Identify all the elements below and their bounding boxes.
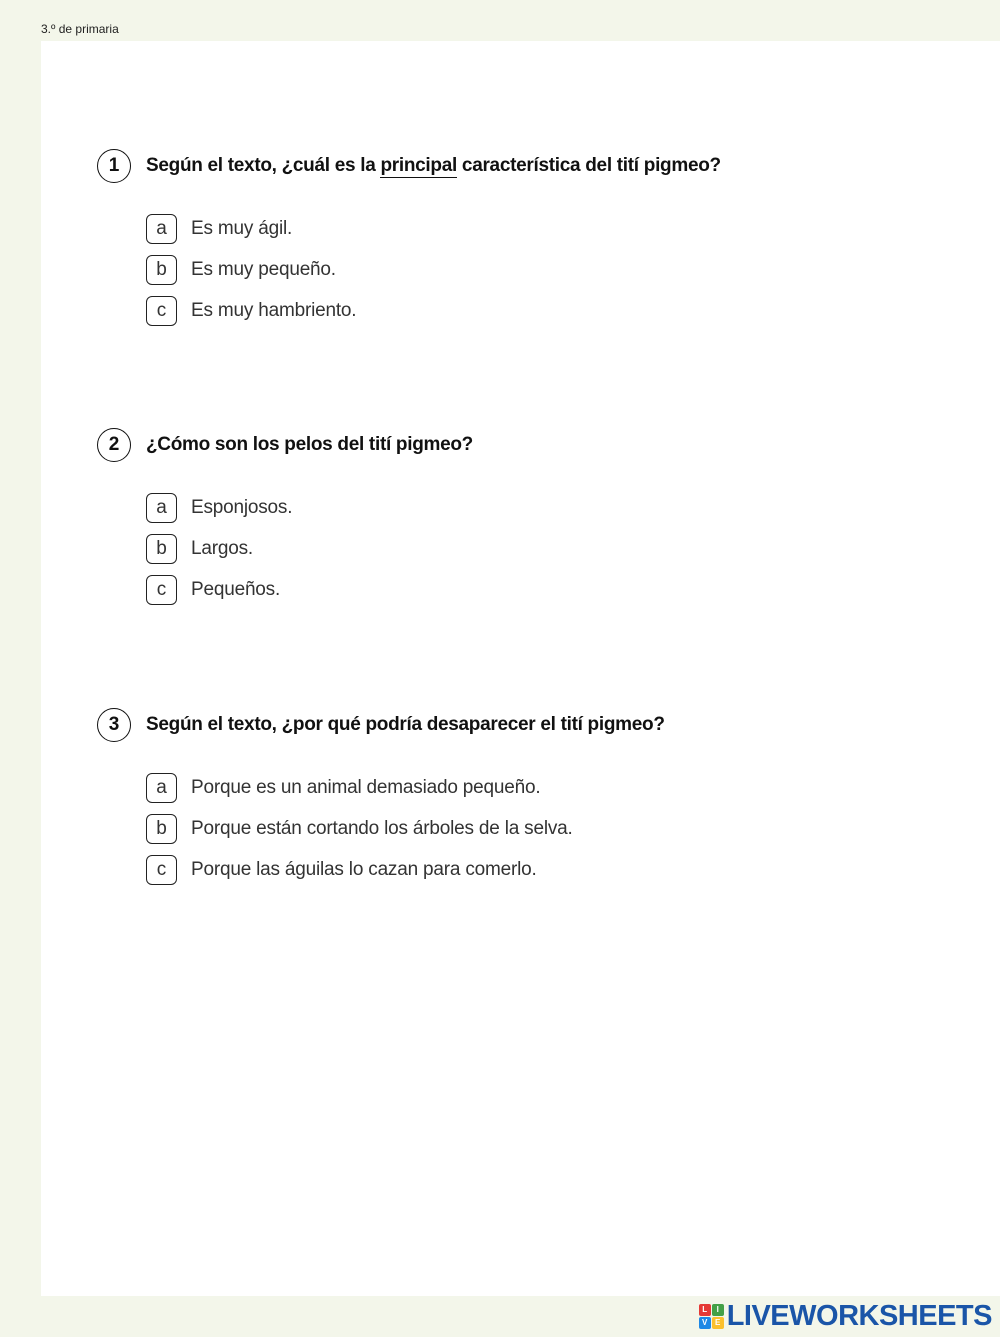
worksheet-page xyxy=(41,41,1000,1296)
option-text: Largos. xyxy=(191,538,253,559)
option-letter-box[interactable]: b xyxy=(146,255,177,285)
option-text: Es muy ágil. xyxy=(191,218,293,239)
logo-cell: I xyxy=(712,1304,724,1316)
option-letter-box[interactable]: c xyxy=(146,575,177,605)
answer-option-c[interactable] xyxy=(146,294,977,328)
brand-name: LIVEWORKSHEETS xyxy=(726,1299,992,1332)
question-number-badge: 1 xyxy=(97,149,131,183)
option-letter-box[interactable]: b xyxy=(146,534,177,564)
option-text: Porque es un animal demasiado pequeño. xyxy=(191,777,541,798)
question-text: Según el texto, ¿cuál es la principal característica del tití pigmeo? xyxy=(146,155,721,176)
option-letter-box[interactable]: b xyxy=(146,814,177,844)
question-2 xyxy=(97,425,977,614)
option-letter-box[interactable]: a xyxy=(146,493,177,523)
emphasis-word: principal xyxy=(380,155,457,176)
option-letter-box[interactable]: a xyxy=(146,214,177,244)
answer-option-c[interactable] xyxy=(146,853,977,887)
answer-option-b[interactable] xyxy=(146,253,977,287)
answer-option-c[interactable] xyxy=(146,573,977,607)
liveworksheets-brand xyxy=(699,1301,992,1331)
answer-options xyxy=(146,491,977,607)
option-text: Porque están cortando los árboles de la selva. xyxy=(191,818,573,839)
answer-option-b[interactable] xyxy=(146,812,977,846)
question-text: Según el texto, ¿por qué podría desaparecer el tití pigmeo? xyxy=(146,714,665,735)
grade-label: 3.º de primaria xyxy=(41,22,119,36)
logo-cell: L xyxy=(699,1304,711,1316)
option-letter-box[interactable]: c xyxy=(146,296,177,326)
option-text: Es muy hambriento. xyxy=(191,300,357,321)
question-1 xyxy=(97,146,977,335)
question-text: ¿Cómo son los pelos del tití pigmeo? xyxy=(146,434,473,455)
option-text: Es muy pequeño. xyxy=(191,259,336,280)
logo-cell: E xyxy=(712,1317,724,1329)
answer-option-a[interactable] xyxy=(146,771,977,805)
option-letter-box[interactable]: c xyxy=(146,855,177,885)
question-number-badge: 3 xyxy=(97,708,131,742)
answer-options xyxy=(146,212,977,328)
option-text: Pequeños. xyxy=(191,579,281,600)
answer-option-b[interactable] xyxy=(146,532,977,566)
answer-option-a[interactable] xyxy=(146,491,977,525)
option-text: Esponjosos. xyxy=(191,497,293,518)
question-number-badge: 2 xyxy=(97,428,131,462)
logo-cell: V xyxy=(699,1317,711,1329)
answer-option-a[interactable] xyxy=(146,212,977,246)
liveworksheets-logo-icon xyxy=(699,1304,724,1329)
answer-options xyxy=(146,771,977,887)
option-text: Porque las águilas lo cazan para comerlo. xyxy=(191,859,537,880)
option-letter-box[interactable]: a xyxy=(146,773,177,803)
question-3 xyxy=(97,705,977,894)
